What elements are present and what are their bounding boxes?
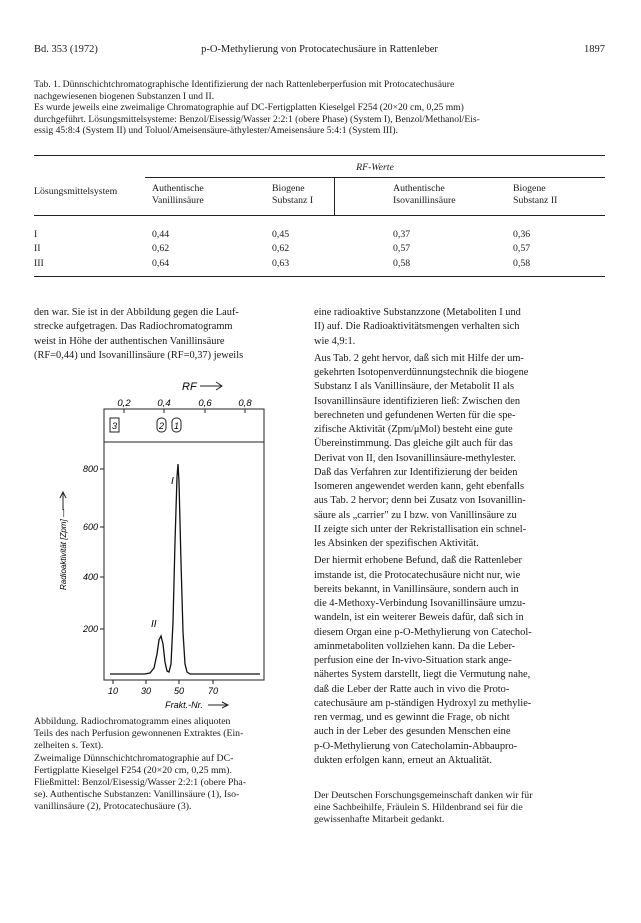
col-header-line: Authentische: [393, 183, 445, 194]
caption-line: essig 45:8:4 (System II) und Toluol/Ameisensäure-äthylester/Ameisensäure 5:4:1 (System III).: [34, 125, 398, 137]
acknowledgement: [314, 790, 608, 827]
row-value: 0,58: [393, 258, 411, 269]
text-line: catechusäure am p-ständigen Hydroxyl zu methylie-: [314, 697, 532, 709]
ack-line: gewissenhafte Mitarbeit gedankt.: [314, 814, 445, 826]
text-line: säure als „carrier" zu I bzw. von Vanillinsäure zu: [314, 509, 517, 521]
y-tick-label: 200: [82, 624, 98, 634]
x-tick-label: 50: [173, 686, 185, 696]
table-column-divider: [334, 177, 335, 215]
top-tick-label: 0,6: [198, 398, 212, 409]
running-title: p-O-Methylierung von Protocatechusäure in Rattenleber: [201, 44, 438, 55]
text-line: auch in der Leber des gesunden Menschen eine: [314, 726, 511, 738]
text-line: perfusion eine der In-vivo-Situation stark ange-: [314, 655, 512, 666]
text-line: wie 4,9:1.: [314, 335, 356, 347]
arrow-right-icon: [200, 382, 222, 390]
row-system: II: [34, 243, 41, 254]
caption-line: Tab. 1. Dünnschichtchromatographische Identifizierung der nach Rattenleberperfusion mit Protocatechusäure: [34, 79, 455, 90]
text-line: les Absinken der spezifischen Aktivität.: [314, 538, 479, 549]
text-line: berechneten und gefundenen Werten für die spe-: [314, 409, 516, 421]
x-tick-label: 70: [207, 686, 219, 696]
text-line: die 4-Methoxy-Verbindung Isovanillinsäure umzu-: [314, 598, 526, 609]
col-header-line: Vanillinsäure: [152, 195, 204, 206]
top-tick-label: 0,4: [157, 398, 171, 409]
radioactivity-trace: [110, 464, 260, 674]
text-line: diesem Organ eine p-O-Methylierung von Catechol-: [314, 626, 532, 638]
x-tick-label: 10: [107, 686, 119, 696]
caption-line: Es wurde jeweils eine zweimalige Chromatographie auf DC-Fertigplatten Kieselgel F254 (20×20 cm, 0,25 mm): [34, 102, 464, 114]
spot-label: 3: [111, 421, 118, 431]
left-column-text: [34, 306, 310, 363]
text-line: Daß das Verfahren zur Identifizierung der beiden: [314, 466, 518, 478]
rf-header-rule: [145, 177, 605, 178]
top-tick-label: 0,2: [117, 398, 131, 409]
text-line: daß die Leber der Ratte auch in vivo die Proto-: [314, 683, 510, 695]
top-ticks: [124, 409, 245, 413]
text-line: p-O-Methylierung von Catecholamin-Abbaupro-: [314, 740, 518, 752]
col-header-line: Isovanillinsäure: [393, 195, 456, 206]
text-line: imstande ist, die Protocatechusäure nicht nur, wie: [314, 569, 521, 581]
row-value: 0,36: [513, 229, 531, 240]
row-system: III: [34, 258, 44, 269]
x-ticks: [113, 680, 213, 684]
x-tick-label: 30: [140, 686, 152, 696]
row-value: 0,64: [152, 258, 170, 269]
text-line: Der hiermit erhobene Befund, daß die Rattenleber: [314, 555, 523, 567]
row-value: 0,63: [272, 258, 290, 269]
text-line: ren vermag, und es gewinnt die Frage, ob nicht: [314, 712, 510, 723]
text-line: bereits bekannt, in Vanillinsäure, sondern auch in: [314, 583, 519, 595]
peak-label-i: I: [171, 476, 174, 487]
text-line: Substanz I als Vanillinsäure, der Metabolit II als: [314, 381, 515, 393]
text-line: Isovanillinsäure identifizieren ließ: Zwischen den: [314, 395, 521, 407]
text-line: wandeln, ist ein weiterer Beweis dafür, daß sich in: [314, 612, 524, 624]
peak-label-ii: II: [151, 619, 157, 630]
radiochromatogram-figure: [50, 372, 280, 712]
text-line: strecke aufgetragen. Das Radiochromatogramm: [34, 321, 233, 333]
y-tick-label: 800: [82, 464, 98, 474]
table-header-rule: [34, 215, 605, 216]
row-value: 0,45: [272, 229, 290, 240]
col-header-line: Substanz I: [272, 195, 314, 206]
col-header-substance-i: [272, 183, 313, 207]
caption-line: Fließmittel: Benzol/Eisessig/Wasser 2:2:1 (obere Pha-: [34, 777, 246, 789]
ack-line: Der Deutschen Forschungsgemeinschaft danken wir für: [314, 790, 533, 801]
row-value: 0,44: [152, 229, 170, 240]
text-line: Aus Tab. 2 geht hervor, daß sich mit Hilfe der um-: [314, 352, 524, 364]
col-header-system: Lösungsmittelsystem: [34, 186, 118, 197]
text-line: dukten erfolgen kann, erneut an Aktualität.: [314, 754, 493, 766]
x-axis-label: Frakt.-Nr.: [165, 700, 203, 710]
text-line: II zeigte sich unter der Rekristallisation ein schnel-: [314, 523, 527, 535]
col-header-line: Authentische: [152, 183, 204, 194]
caption-line: vanillinsäure (2), Protocatechusäure (3).: [34, 801, 192, 813]
row-value: 0,62: [152, 243, 170, 254]
ack-line: eine Sachbeihilfe, Fräulein S. Hildenbrand sei für die: [314, 802, 523, 814]
col-header-line: Biogene: [513, 183, 546, 194]
text-line: nähertes System darstellt, liegt die Vermutung nahe,: [314, 669, 531, 681]
text-line: aminmetaboliten vollziehen kann. Da die Leber-: [314, 640, 516, 652]
text-line: den war. Sie ist in der Abbildung gegen die Lauf-: [34, 307, 239, 318]
text-line: (RF=0,44) und Isovanillinsäure (RF=0,37) jeweils: [34, 349, 244, 361]
top-tick-label: 0,8: [238, 398, 252, 409]
rf-values-header: RF-Werte: [356, 162, 394, 173]
row-value: 0,62: [272, 243, 290, 254]
caption-line: durchgeführt. Lösungsmittelsysteme: Benzol/Eisessig/Wasser 2:2:1 (obere Phase) (System I), Benzol/Methanol/Eis-: [34, 113, 480, 125]
caption-line: Teils des nach Perfusion gewonnenen Extraktes (Ein-: [34, 728, 244, 740]
caption-line: Abbildung. Radiochromatogramm eines aliquoten: [34, 716, 231, 727]
right-column-text: [314, 306, 608, 768]
y-tick-label: 400: [82, 572, 98, 582]
text-line: aus Tab. 2 hervor; denn bei Zusatz von Isovanillin-: [314, 495, 526, 507]
table-caption: [34, 79, 605, 137]
y-ticks: [100, 469, 104, 629]
text-line: zifische Aktivität (Zpm/μMol) besteht eine gute: [314, 424, 513, 435]
row-value: 0,57: [393, 243, 411, 254]
caption-line: se). Authentische Substanzen: Vanillinsäure (1), Iso-: [34, 789, 240, 801]
row-system: I: [34, 229, 38, 240]
col-header-vanillic: [152, 183, 204, 207]
text-line: Isomeren angewendet werden kann, geht ebenfalls: [314, 481, 525, 492]
arrow-up-icon: [60, 492, 66, 510]
rf-axis-label: RF: [182, 381, 197, 393]
spot-label: 2: [158, 421, 165, 431]
caption-line: Fertigplatte Kieselgel F254 (20×20 cm, 0,25 mm).: [34, 764, 232, 776]
col-header-substance-ii: [513, 183, 557, 207]
table-top-rule: [34, 155, 605, 156]
row-value: 0,58: [513, 258, 531, 269]
text-line: gekehrten Isotopenverdünnungstechnik die biogene: [314, 367, 529, 378]
text-line: Derivat von II, den Isovanillinsäure-methylester.: [314, 452, 516, 464]
text-line: weist in Höhe der authentischen Vanillinsäure: [34, 335, 225, 347]
tlc-strip: [104, 409, 264, 442]
col-header-line: Substanz II: [513, 195, 558, 206]
col-header-line: Biogene: [272, 183, 305, 194]
page-number: 1897: [584, 44, 605, 55]
figure-caption: [34, 716, 310, 814]
caption-line: Zweimalige Dünnschichtchromatographie auf DC-: [34, 752, 234, 764]
text-line: II) auf. Die Radioaktivitätsmengen verhalten sich: [314, 321, 520, 333]
row-value: 0,57: [513, 243, 531, 254]
row-value: 0,37: [393, 229, 411, 240]
text-line: eine radioaktive Substanzzone (Metaboliten I und: [314, 307, 521, 318]
y-axis-label: Radioaktivität [Zpm] —: [59, 509, 68, 590]
volume-info: Bd. 353 (1972): [34, 44, 98, 55]
y-tick-label: 600: [82, 522, 98, 532]
caption-line: nachgewiesenen biogenen Substanzen I und II.: [34, 90, 215, 102]
arrow-right-icon: [208, 702, 228, 708]
spot-label: 1: [173, 421, 180, 431]
caption-line: zelheiten s. Text).: [34, 740, 104, 752]
running-header: [34, 44, 605, 58]
table-bottom-rule: [34, 276, 605, 277]
text-line: Übereinstimmung. Das gleiche gilt auch für das: [314, 438, 513, 450]
col-header-isovanillic: [393, 183, 456, 207]
